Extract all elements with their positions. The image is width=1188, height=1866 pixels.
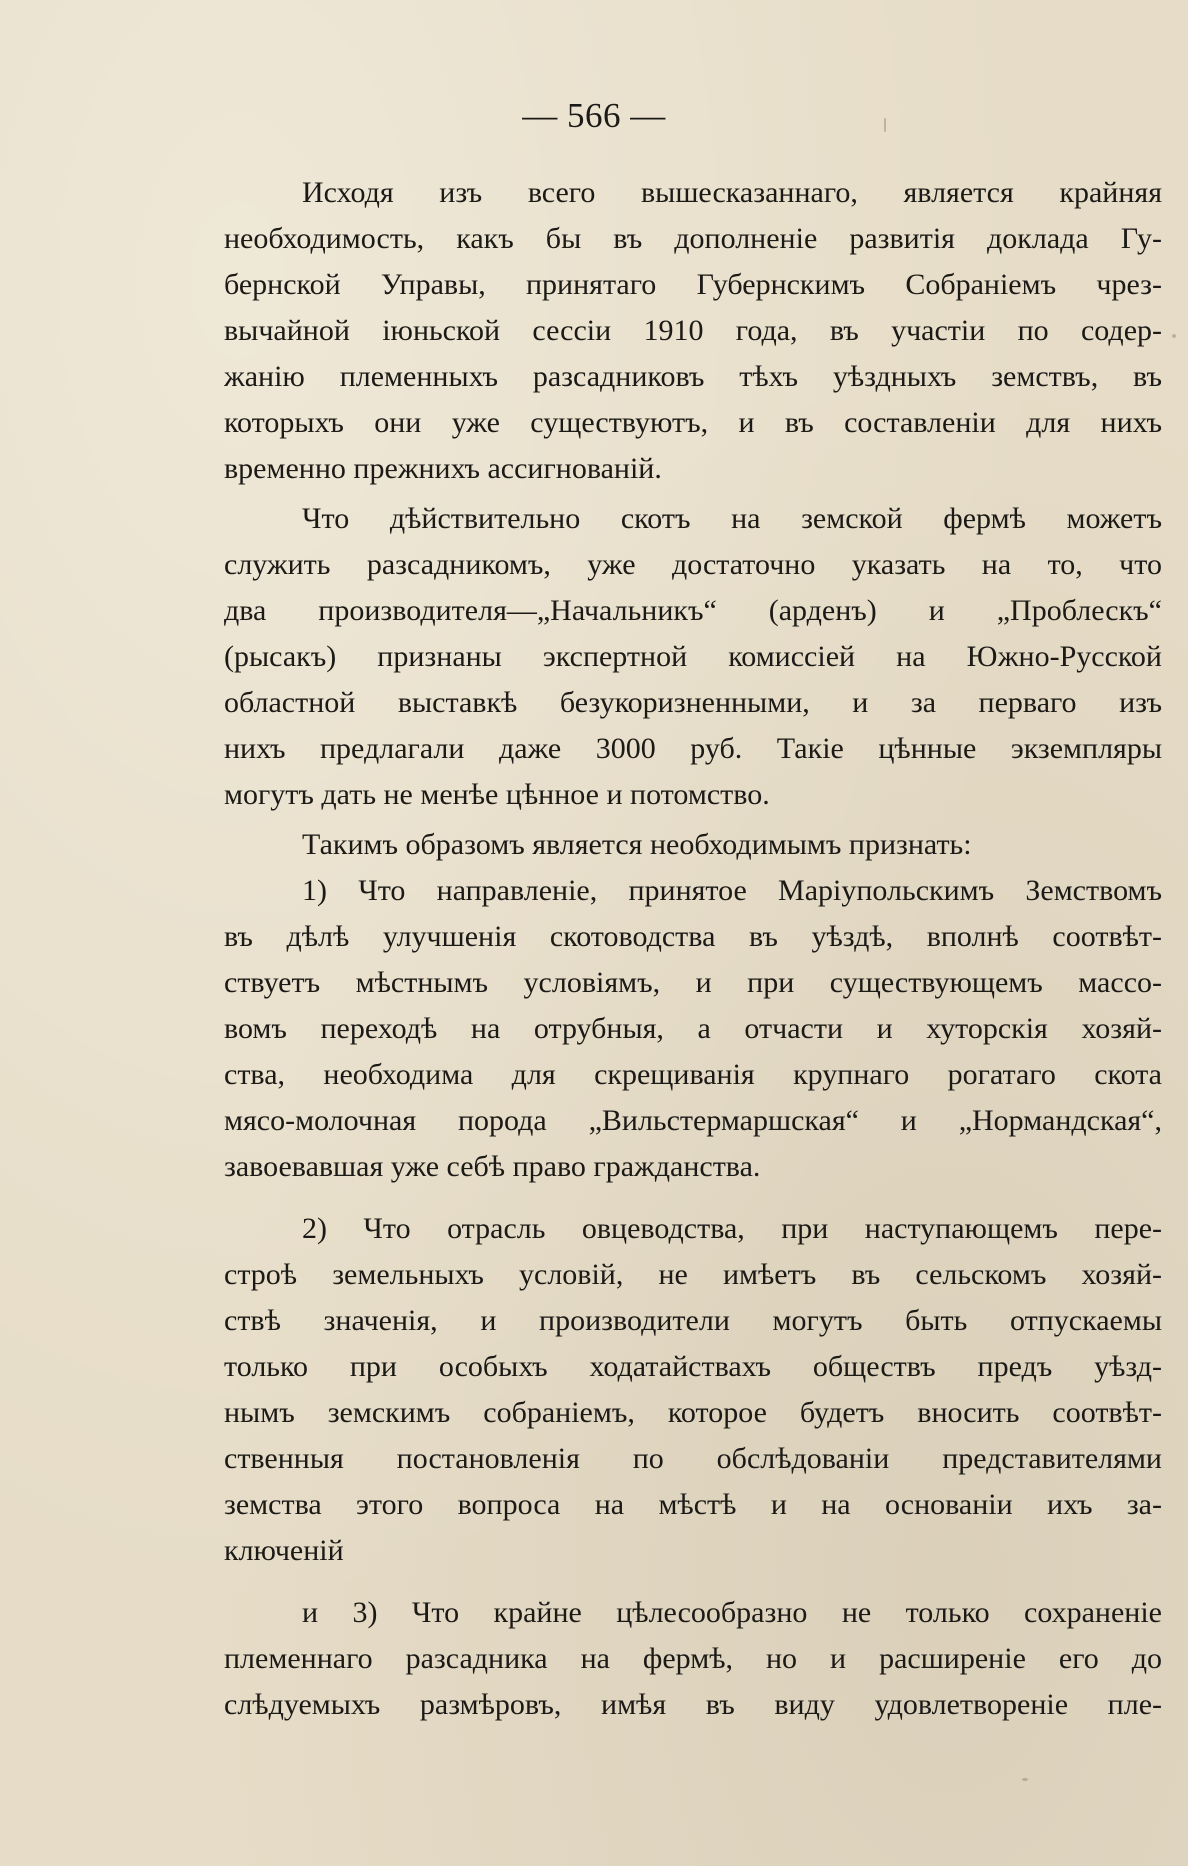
text-line: жанію племенныхъ разсадниковъ тѣхъ уѣздныхъ земствъ, въ	[224, 360, 1162, 393]
text-line: необходимость, какъ бы въ дополненіе развитія доклада Гу-	[224, 222, 1162, 255]
text-line: нихъ предлагали даже 3000 руб. Такіе цѣнные экземпляры	[224, 732, 1162, 765]
text-line: ства, необходима для скрещиванія крупнаго рогатаго скота	[224, 1058, 1162, 1091]
text-line: Такимъ образомъ является необходимымъ признать:	[302, 828, 972, 861]
text-line: строѣ земельныхъ условій, не имѣетъ въ сельскомъ хозяй-	[224, 1258, 1162, 1291]
text-line: только при особыхъ ходатайствахъ обществъ предъ уѣзд-	[224, 1350, 1162, 1383]
paper-speck	[1172, 334, 1176, 338]
text-line: которыхъ они уже существуютъ, и въ составленіи для нихъ	[224, 406, 1162, 439]
text-line: слѣдуемыхъ размѣровъ, имѣя въ виду удовлетвореніе пле-	[224, 1688, 1162, 1721]
text-line: бернской Управы, принятаго Губернскимъ Собраніемъ чрез-	[224, 268, 1162, 301]
text-line: ствуетъ мѣстнымъ условіямъ, и при существующемъ массо-	[224, 966, 1162, 999]
text-line: племеннаго разсадника на фермѣ, но и расширеніе его до	[224, 1642, 1162, 1675]
page-number: — 566 —	[522, 96, 666, 135]
text-line: ключеній	[224, 1534, 344, 1567]
text-line: мясо-молочная порода „Вильстермаршская“ и „Нормандская“,	[224, 1104, 1162, 1137]
paper-speck	[884, 118, 886, 132]
text-line: завоевавшая уже себѣ право гражданства.	[224, 1150, 761, 1183]
text-line: служить разсадникомъ, уже достаточно указать на то, что	[224, 548, 1162, 581]
text-line: вычайной іюньской сессіи 1910 года, въ участіи по содер-	[224, 314, 1162, 347]
text-line: въ дѣлѣ улучшенія скотоводства въ уѣздѣ, вполнѣ соотвѣт-	[224, 920, 1162, 953]
text-line: временно прежнихъ ассигнованій.	[224, 452, 662, 485]
body-text	[224, 170, 1162, 1728]
text-line: Что дѣйствительно скотъ на земской фермѣ можетъ	[302, 502, 1162, 535]
text-line: 1) Что направленіе, принятое Маріупольскимъ Земствомъ	[302, 874, 1162, 907]
text-line: нымъ земскимъ собраніемъ, которое будетъ вносить соотвѣт-	[224, 1396, 1162, 1429]
text-line: могутъ дать не менѣе цѣнное и потомство.	[224, 778, 770, 811]
text-line: два производителя—„Начальникъ“ (арденъ) и „Проблескъ“	[224, 594, 1162, 627]
text-line: земства этого вопроса на мѣстѣ и на основаніи ихъ за-	[224, 1488, 1162, 1521]
text-line: и 3) Что крайне цѣлесообразно не только сохраненіе	[302, 1596, 1162, 1629]
text-line: Исходя изъ всего вышесказаннаго, является крайняя	[302, 176, 1162, 209]
text-line: ственныя постановленія по обслѣдованіи представителями	[224, 1442, 1162, 1475]
text-line: вомъ переходѣ на отрубныя, а отчасти и хуторскія хозяй-	[224, 1012, 1162, 1045]
text-line: ствѣ значенія, и производители могутъ быть отпускаемы	[224, 1304, 1162, 1337]
text-line: (рысакъ) признаны экспертной комиссіей на Южно-Русской	[224, 640, 1162, 673]
text-line: 2) Что отрасль овцеводства, при наступающемъ пере-	[302, 1212, 1162, 1245]
paper-speck	[1022, 1778, 1028, 1781]
text-line: областной выставкѣ безукоризненными, и за перваго изъ	[224, 686, 1162, 719]
